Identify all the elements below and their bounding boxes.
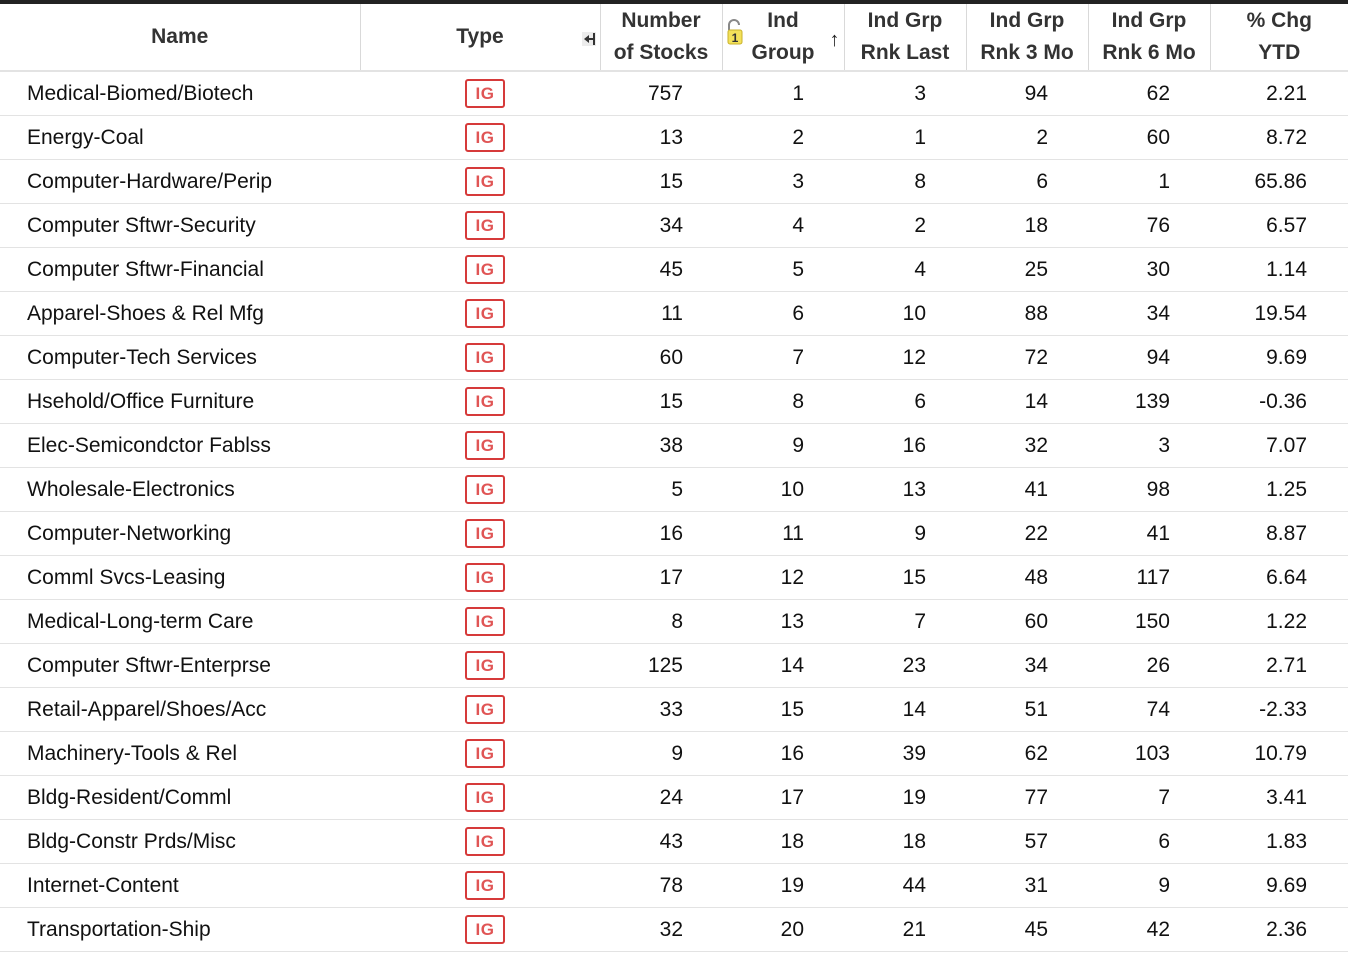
cell-ind-group: 11 [722, 512, 844, 556]
header-rnk-3mo-line1: Ind Grp [989, 9, 1065, 32]
cell-type [360, 600, 600, 644]
ig-badge-icon[interactable]: IG [465, 299, 505, 328]
cell-rnk-3mo: 32 [966, 424, 1088, 468]
ig-badge-icon[interactable]: IG [465, 211, 505, 240]
cell-ind-group: 4 [722, 204, 844, 248]
ig-badge-icon[interactable]: IG [465, 255, 505, 284]
cell-rnk-last: 15 [844, 556, 966, 600]
cell-rnk-3mo: 51 [966, 688, 1088, 732]
cell-number-of-stocks: 78 [600, 864, 722, 908]
cell-number-of-stocks: 9 [600, 732, 722, 776]
table-body [0, 71, 1348, 952]
cell-rnk-6mo: 9 [1088, 864, 1210, 908]
cell-type [360, 864, 600, 908]
ig-badge-icon[interactable]: IG [465, 783, 505, 812]
ig-badge-icon[interactable]: IG [465, 607, 505, 636]
table-row[interactable] [0, 204, 1348, 248]
industry-group-table [0, 4, 1348, 952]
cell-name[interactable]: Energy-Coal [0, 116, 360, 160]
table-row[interactable] [0, 71, 1348, 116]
header-group-line1: Ind [767, 9, 799, 32]
cell-rnk-3mo: 25 [966, 248, 1088, 292]
cell-rnk-6mo: 94 [1088, 336, 1210, 380]
cell-number-of-stocks: 24 [600, 776, 722, 820]
cell-number-of-stocks: 15 [600, 160, 722, 204]
cell-type [360, 424, 600, 468]
cell-name[interactable]: Computer Sftwr-Security [0, 204, 360, 248]
cell-rnk-3mo: 2 [966, 116, 1088, 160]
cell-rnk-3mo: 57 [966, 820, 1088, 864]
cell-rnk-6mo: 41 [1088, 512, 1210, 556]
cell-rnk-last: 19 [844, 776, 966, 820]
cell-chg-ytd: -2.33 [1210, 688, 1348, 732]
cell-name[interactable]: Medical-Biomed/Biotech [0, 71, 360, 116]
cell-chg-ytd: 9.69 [1210, 864, 1348, 908]
cell-name[interactable]: Internet-Content [0, 864, 360, 908]
cell-rnk-last: 39 [844, 732, 966, 776]
table-row[interactable] [0, 644, 1348, 688]
cell-rnk-last: 14 [844, 688, 966, 732]
cell-type [360, 116, 600, 160]
cell-rnk-6mo: 117 [1088, 556, 1210, 600]
cell-rnk-3mo: 77 [966, 776, 1088, 820]
cell-ind-group: 16 [722, 732, 844, 776]
cell-type [360, 248, 600, 292]
cell-number-of-stocks: 43 [600, 820, 722, 864]
cell-rnk-3mo: 45 [966, 908, 1088, 952]
cell-chg-ytd: 8.72 [1210, 116, 1348, 160]
ig-badge-icon[interactable]: IG [465, 739, 505, 768]
cell-rnk-6mo: 6 [1088, 820, 1210, 864]
table-row[interactable] [0, 600, 1348, 644]
table-row[interactable] [0, 776, 1348, 820]
header-group-line2: Group [751, 41, 815, 64]
cell-number-of-stocks: 60 [600, 336, 722, 380]
header-rnk-6mo-line2: Rnk 6 Mo [1102, 41, 1196, 64]
header-rnk-last[interactable] [844, 4, 966, 71]
cell-chg-ytd: 19.54 [1210, 292, 1348, 336]
header-stocks-line1: Number [621, 9, 701, 32]
header-ind-group[interactable] [722, 4, 844, 71]
cell-chg-ytd: 7.07 [1210, 424, 1348, 468]
header-chg-ytd-line2: YTD [1258, 41, 1301, 64]
cell-name[interactable]: Computer-Hardware/Perip [0, 160, 360, 204]
cell-type [360, 204, 600, 248]
header-rnk-6mo-line1: Ind Grp [1111, 9, 1187, 32]
cell-chg-ytd: 1.83 [1210, 820, 1348, 864]
cell-name[interactable]: Machinery-Tools & Rel [0, 732, 360, 776]
cell-rnk-last: 4 [844, 248, 966, 292]
ig-badge-icon[interactable]: IG [465, 123, 505, 152]
ig-badge-icon[interactable]: IG [465, 871, 505, 900]
cell-rnk-last: 21 [844, 908, 966, 952]
cell-rnk-6mo: 30 [1088, 248, 1210, 292]
table-row[interactable] [0, 468, 1348, 512]
cell-rnk-6mo: 34 [1088, 292, 1210, 336]
cell-ind-group: 10 [722, 468, 844, 512]
header-row [0, 4, 1348, 71]
cell-rnk-6mo: 60 [1088, 116, 1210, 160]
cell-rnk-6mo: 139 [1088, 380, 1210, 424]
cell-type [360, 71, 600, 116]
cell-number-of-stocks: 5 [600, 468, 722, 512]
cell-rnk-6mo: 98 [1088, 468, 1210, 512]
header-number-of-stocks[interactable] [600, 4, 722, 71]
cell-rnk-6mo: 76 [1088, 204, 1210, 248]
header-rnk-3mo[interactable] [966, 4, 1088, 71]
cell-type [360, 292, 600, 336]
cell-type [360, 336, 600, 380]
cell-name[interactable]: Medical-Long-term Care [0, 600, 360, 644]
cell-number-of-stocks: 34 [600, 204, 722, 248]
cell-name[interactable]: Bldg-Resident/Comml [0, 776, 360, 820]
cell-rnk-last: 7 [844, 600, 966, 644]
cell-chg-ytd: 3.41 [1210, 776, 1348, 820]
cell-chg-ytd: 6.57 [1210, 204, 1348, 248]
cell-rnk-last: 9 [844, 512, 966, 556]
cell-number-of-stocks: 125 [600, 644, 722, 688]
cell-rnk-3mo: 94 [966, 71, 1088, 116]
ig-badge-icon[interactable]: IG [465, 563, 505, 592]
cell-chg-ytd: 2.71 [1210, 644, 1348, 688]
table-row[interactable] [0, 512, 1348, 556]
header-name-label: Name [151, 25, 209, 48]
cell-ind-group: 18 [722, 820, 844, 864]
cell-rnk-3mo: 22 [966, 512, 1088, 556]
ig-badge-icon[interactable]: IG [465, 79, 505, 108]
header-chg-ytd[interactable] [1210, 4, 1348, 71]
cell-number-of-stocks: 32 [600, 908, 722, 952]
cell-name[interactable]: Computer Sftwr-Financial [0, 248, 360, 292]
cell-number-of-stocks: 757 [600, 71, 722, 116]
table-row[interactable] [0, 380, 1348, 424]
cell-type [360, 380, 600, 424]
cell-ind-group: 3 [722, 160, 844, 204]
cell-rnk-3mo: 60 [966, 600, 1088, 644]
header-name[interactable] [0, 4, 360, 71]
ig-badge-icon[interactable]: IG [465, 431, 505, 460]
lock-icon[interactable] [726, 18, 744, 48]
header-rnk-6mo[interactable] [1088, 4, 1210, 71]
cell-ind-group: 5 [722, 248, 844, 292]
cell-type [360, 908, 600, 952]
ig-badge-icon[interactable]: IG [465, 651, 505, 680]
cell-rnk-3mo: 62 [966, 732, 1088, 776]
cell-chg-ytd: 6.64 [1210, 556, 1348, 600]
collapse-column-icon[interactable] [582, 32, 596, 46]
cell-number-of-stocks: 11 [600, 292, 722, 336]
cell-rnk-6mo: 74 [1088, 688, 1210, 732]
cell-rnk-6mo: 1 [1088, 160, 1210, 204]
cell-rnk-last: 23 [844, 644, 966, 688]
cell-ind-group: 9 [722, 424, 844, 468]
cell-chg-ytd: 1.22 [1210, 600, 1348, 644]
cell-name[interactable]: Comml Svcs-Leasing [0, 556, 360, 600]
cell-name[interactable]: Elec-Semicondctor Fablss [0, 424, 360, 468]
ig-badge-icon[interactable]: IG [465, 519, 505, 548]
cell-type [360, 468, 600, 512]
table-row[interactable] [0, 688, 1348, 732]
table-row[interactable] [0, 336, 1348, 380]
cell-chg-ytd: -0.36 [1210, 380, 1348, 424]
cell-rnk-last: 10 [844, 292, 966, 336]
cell-type [360, 556, 600, 600]
header-rnk-3mo-line2: Rnk 3 Mo [980, 41, 1074, 64]
cell-rnk-6mo: 3 [1088, 424, 1210, 468]
cell-name[interactable]: Transportation-Ship [0, 908, 360, 952]
cell-number-of-stocks: 13 [600, 116, 722, 160]
cell-rnk-6mo: 26 [1088, 644, 1210, 688]
cell-rnk-last: 44 [844, 864, 966, 908]
header-rnk-last-line1: Ind Grp [867, 9, 943, 32]
ig-badge-icon[interactable]: IG [465, 695, 505, 724]
table-row[interactable] [0, 160, 1348, 204]
sort-ascending-icon[interactable]: ↑ [829, 29, 840, 51]
cell-rnk-last: 3 [844, 71, 966, 116]
cell-ind-group: 19 [722, 864, 844, 908]
table-row[interactable] [0, 292, 1348, 336]
cell-rnk-3mo: 31 [966, 864, 1088, 908]
ig-badge-icon[interactable]: IG [465, 167, 505, 196]
cell-ind-group: 13 [722, 600, 844, 644]
cell-number-of-stocks: 38 [600, 424, 722, 468]
cell-number-of-stocks: 17 [600, 556, 722, 600]
cell-name[interactable]: Computer Sftwr-Enterprse [0, 644, 360, 688]
cell-rnk-3mo: 34 [966, 644, 1088, 688]
ig-badge-icon[interactable]: IG [465, 343, 505, 372]
cell-rnk-3mo: 72 [966, 336, 1088, 380]
cell-ind-group: 12 [722, 556, 844, 600]
table-row[interactable] [0, 556, 1348, 600]
cell-rnk-3mo: 18 [966, 204, 1088, 248]
cell-rnk-last: 6 [844, 380, 966, 424]
ig-badge-icon[interactable]: IG [465, 915, 505, 944]
cell-rnk-last: 13 [844, 468, 966, 512]
ig-badge-icon[interactable]: IG [465, 387, 505, 416]
cell-rnk-last: 8 [844, 160, 966, 204]
cell-rnk-3mo: 48 [966, 556, 1088, 600]
cell-ind-group: 7 [722, 336, 844, 380]
cell-name[interactable]: Bldg-Constr Prds/Misc [0, 820, 360, 864]
cell-type [360, 776, 600, 820]
cell-type [360, 160, 600, 204]
cell-number-of-stocks: 45 [600, 248, 722, 292]
cell-rnk-6mo: 42 [1088, 908, 1210, 952]
header-type[interactable] [360, 4, 600, 71]
cell-ind-group: 1 [722, 71, 844, 116]
header-type-label: Type [456, 25, 504, 48]
cell-rnk-3mo: 6 [966, 160, 1088, 204]
header-chg-ytd-line1: % Chg [1246, 9, 1312, 32]
cell-chg-ytd: 2.21 [1210, 71, 1348, 116]
cell-ind-group: 8 [722, 380, 844, 424]
cell-number-of-stocks: 33 [600, 688, 722, 732]
cell-chg-ytd: 8.87 [1210, 512, 1348, 556]
table-row[interactable] [0, 820, 1348, 864]
table-row[interactable] [0, 424, 1348, 468]
cell-ind-group: 17 [722, 776, 844, 820]
table-row[interactable] [0, 116, 1348, 160]
cell-ind-group: 20 [722, 908, 844, 952]
cell-chg-ytd: 9.69 [1210, 336, 1348, 380]
header-stocks-line2: of Stocks [613, 41, 709, 64]
cell-name[interactable]: Wholesale-Electronics [0, 468, 360, 512]
cell-ind-group: 15 [722, 688, 844, 732]
lock-badge-number: 1 [731, 31, 738, 45]
cell-number-of-stocks: 15 [600, 380, 722, 424]
cell-ind-group: 14 [722, 644, 844, 688]
cell-rnk-last: 16 [844, 424, 966, 468]
cell-rnk-last: 1 [844, 116, 966, 160]
table-row[interactable] [0, 248, 1348, 292]
cell-name[interactable]: Retail-Apparel/Shoes/Acc [0, 688, 360, 732]
header-rnk-last-line2: Rnk Last [860, 41, 950, 64]
cell-rnk-6mo: 103 [1088, 732, 1210, 776]
cell-rnk-last: 18 [844, 820, 966, 864]
cell-rnk-3mo: 88 [966, 292, 1088, 336]
cell-ind-group: 6 [722, 292, 844, 336]
cell-name[interactable]: Apparel-Shoes & Rel Mfg [0, 292, 360, 336]
cell-type [360, 820, 600, 864]
cell-chg-ytd: 10.79 [1210, 732, 1348, 776]
cell-type [360, 644, 600, 688]
table-row[interactable] [0, 908, 1348, 952]
cell-chg-ytd: 2.36 [1210, 908, 1348, 952]
cell-name[interactable]: Computer-Networking [0, 512, 360, 556]
cell-rnk-6mo: 150 [1088, 600, 1210, 644]
table-row[interactable] [0, 864, 1348, 908]
cell-name[interactable]: Computer-Tech Services [0, 336, 360, 380]
table-row[interactable] [0, 732, 1348, 776]
cell-rnk-3mo: 14 [966, 380, 1088, 424]
ig-badge-icon[interactable]: IG [465, 475, 505, 504]
cell-rnk-last: 12 [844, 336, 966, 380]
cell-number-of-stocks: 16 [600, 512, 722, 556]
cell-number-of-stocks: 8 [600, 600, 722, 644]
ig-badge-icon[interactable]: IG [465, 827, 505, 856]
cell-rnk-6mo: 62 [1088, 71, 1210, 116]
cell-rnk-6mo: 7 [1088, 776, 1210, 820]
cell-rnk-3mo: 41 [966, 468, 1088, 512]
cell-type [360, 732, 600, 776]
cell-type [360, 512, 600, 556]
cell-rnk-last: 2 [844, 204, 966, 248]
cell-chg-ytd: 1.14 [1210, 248, 1348, 292]
cell-chg-ytd: 1.25 [1210, 468, 1348, 512]
cell-ind-group: 2 [722, 116, 844, 160]
cell-chg-ytd: 65.86 [1210, 160, 1348, 204]
cell-name[interactable]: Hsehold/Office Furniture [0, 380, 360, 424]
cell-type [360, 688, 600, 732]
